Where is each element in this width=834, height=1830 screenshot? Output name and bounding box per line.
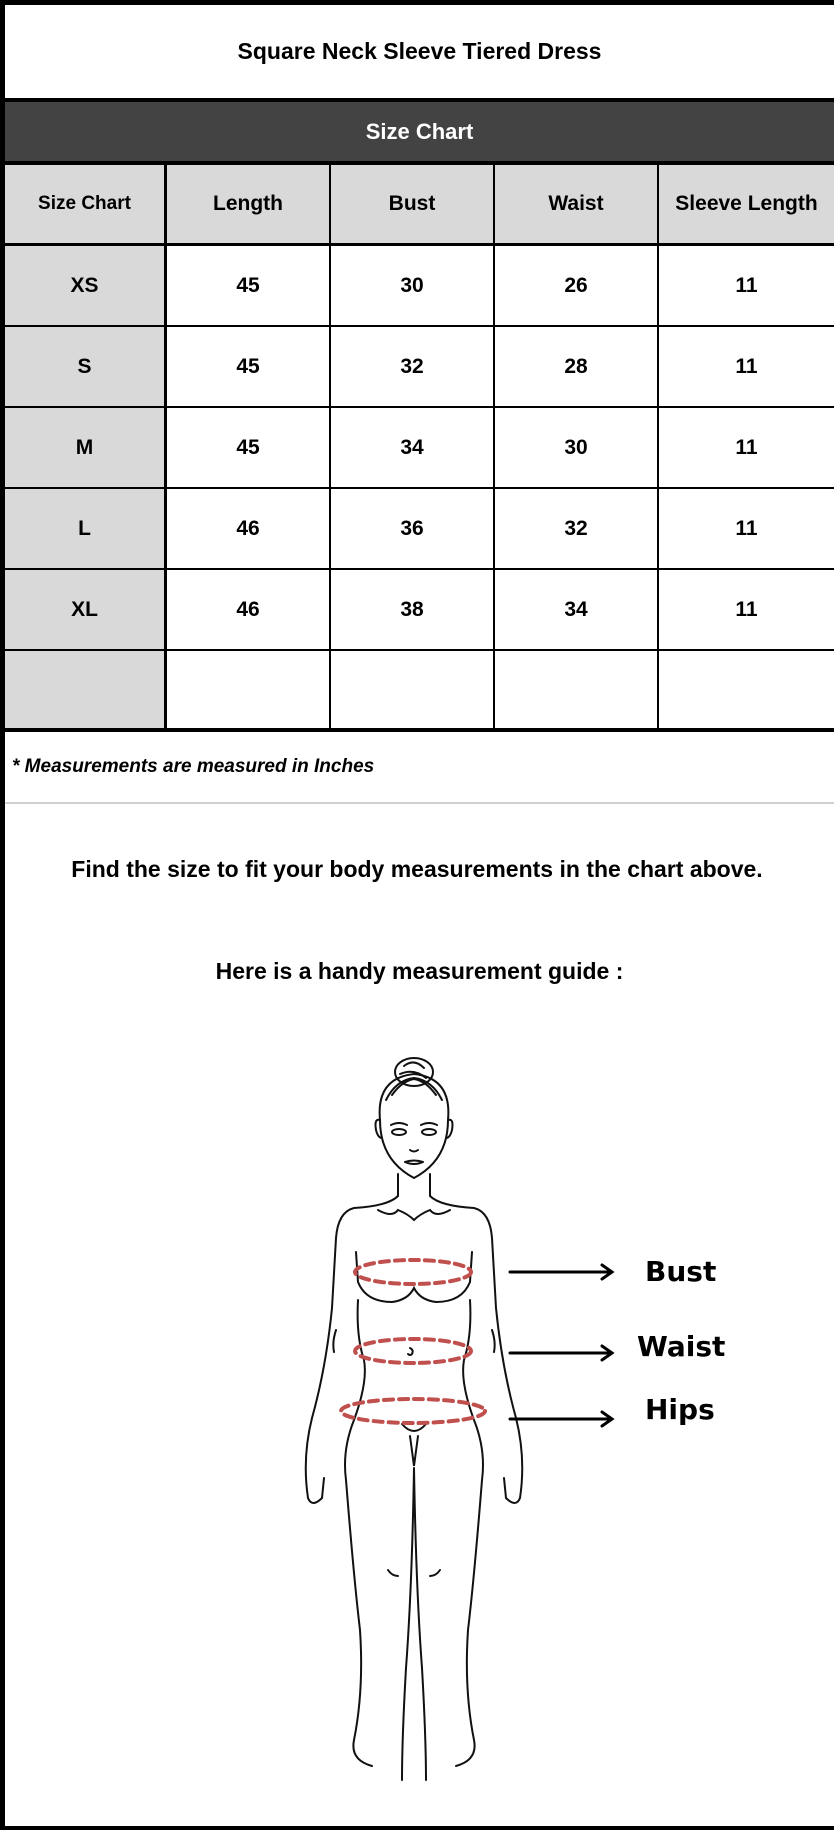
measurement-cell: 26	[495, 246, 659, 325]
pointer-arrows	[510, 1265, 612, 1426]
guide-heading: Here is a handy measurement guide :	[215, 958, 624, 984]
woman-outline-illustration	[306, 1058, 523, 1780]
waist-arrow-icon	[510, 1346, 612, 1360]
measurement-cell: 46	[167, 570, 331, 649]
product-title: Square Neck Sleeve Tiered Dress	[237, 38, 602, 64]
size-cell: M	[5, 408, 167, 487]
measurement-cell: 11	[659, 408, 834, 487]
hips-label: Hips	[645, 1393, 715, 1426]
size-cell: XL	[5, 570, 167, 649]
size-chart-banner: Size Chart	[5, 98, 834, 165]
column-header: Sleeve Length	[659, 165, 834, 243]
measurement-cell: 34	[331, 408, 495, 487]
measurement-cell: 11	[659, 246, 834, 325]
bust-arrow-icon	[510, 1265, 612, 1279]
hips-measure-line	[341, 1399, 485, 1423]
instructions-text: Find the size to fit your body measurements in the chart above.	[71, 856, 763, 882]
units-note: * Measurements are measured in Inches	[12, 756, 375, 777]
measurement-cell: 34	[495, 570, 659, 649]
waist-label: Waist	[637, 1330, 726, 1363]
measurement-cell: 30	[495, 408, 659, 487]
measurement-cell: 36	[331, 489, 495, 568]
size-cell: L	[5, 489, 167, 568]
measurement-cell: 45	[167, 246, 331, 325]
measurement-cell: 11	[659, 327, 834, 406]
measurement-cell: 11	[659, 570, 834, 649]
column-header: Size Chart	[5, 165, 167, 243]
column-header: Length	[167, 165, 331, 243]
measurement-cell: 45	[167, 327, 331, 406]
measurement-cell: 11	[659, 489, 834, 568]
measurement-cell: 30	[331, 246, 495, 325]
column-header: Bust	[331, 165, 495, 243]
measurement-cell: 46	[167, 489, 331, 568]
hips-arrow-icon	[510, 1412, 612, 1426]
column-header: Waist	[495, 165, 659, 243]
measurement-cell: 38	[331, 570, 495, 649]
measurement-cell: 28	[495, 327, 659, 406]
bust-measure-line	[355, 1260, 471, 1284]
bust-label: Bust	[645, 1255, 717, 1288]
measurement-cell: 45	[167, 408, 331, 487]
measurement-cell: 32	[495, 489, 659, 568]
size-cell: S	[5, 327, 167, 406]
measurement-lines	[341, 1260, 485, 1423]
measurement-cell: 32	[331, 327, 495, 406]
size-cell: XS	[5, 246, 167, 325]
